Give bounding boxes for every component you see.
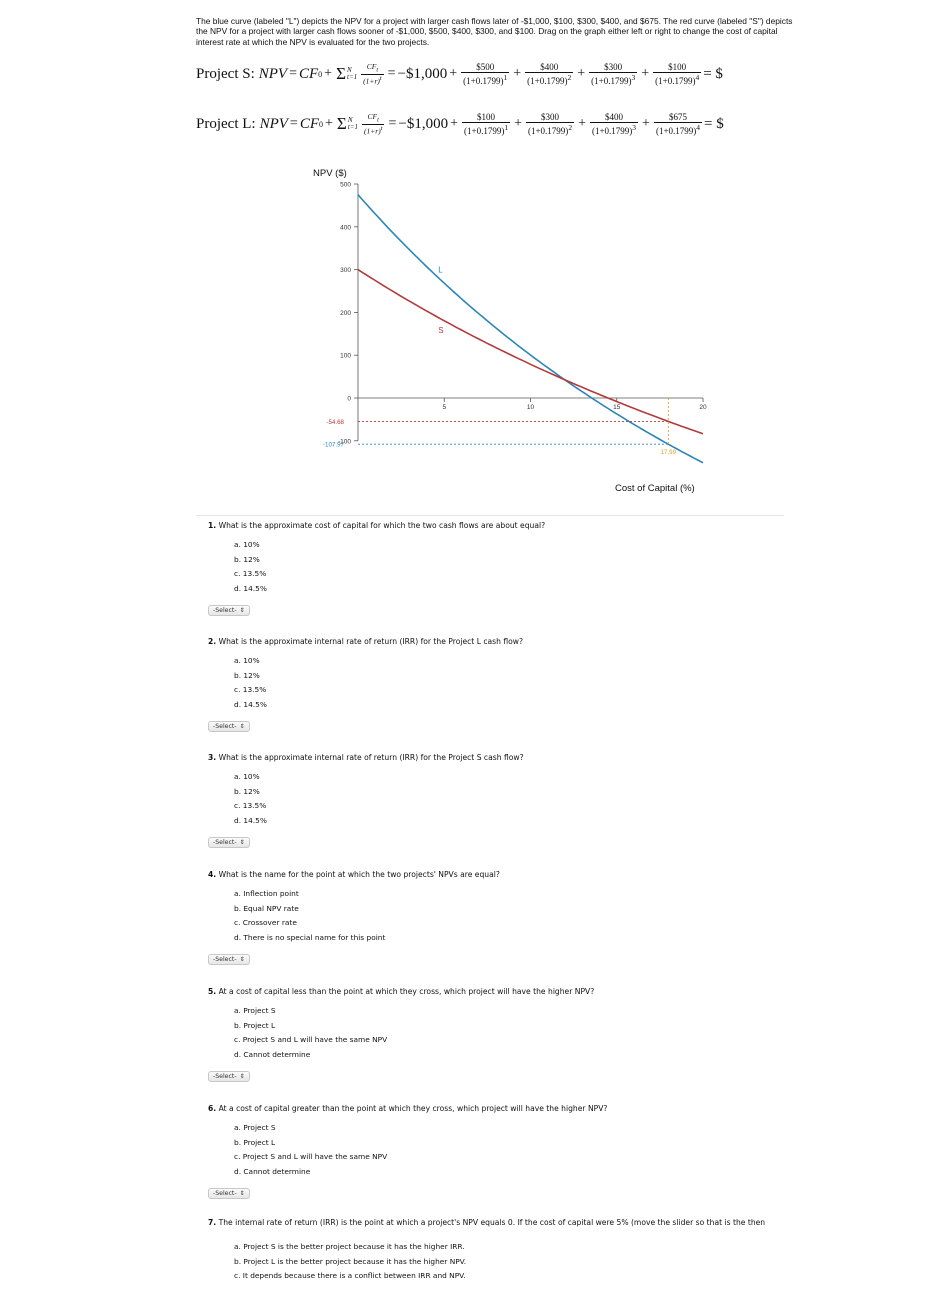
option-item: d. Cannot determine: [234, 1166, 311, 1176]
question-text: [208, 636, 808, 647]
option-item: d. 14.5%: [234, 583, 267, 593]
chevron-updown-icon: ⇕: [239, 956, 245, 964]
result-value: = $: [704, 115, 724, 132]
npv-s-value-label: -54.68: [326, 418, 344, 426]
cf0-symbol: CF: [299, 65, 319, 82]
option-item: c. It depends because there is a conflict between IRR and NPV.: [234, 1271, 466, 1281]
y-tick-label: 200: [340, 309, 351, 317]
option-item: d. 14.5%: [234, 815, 267, 825]
question-text: [208, 986, 808, 997]
option-item: b. Project L: [234, 1137, 276, 1147]
question-number: 1.: [208, 521, 217, 530]
option-item: d. 14.5%: [234, 699, 267, 709]
term-fraction: $\frac{\$400}{(1+0.1799)^2}$: [527, 62, 572, 86]
option-item: c. 13.5%: [234, 569, 267, 579]
x-axis-label: Cost of Capital (%): [615, 483, 695, 494]
options-list: [234, 654, 808, 712]
answer-select[interactable]: [208, 954, 250, 965]
options-list: [234, 770, 808, 828]
question-number: 4.: [208, 870, 217, 879]
term-fraction: $\frac{\$500}{(1+0.1799)^1}$: [463, 62, 508, 86]
generic-fraction: $\frac{CF_t}{(1+r)^t}$: [363, 61, 382, 86]
option-item: b. Equal NPV rate: [234, 903, 299, 913]
question-body: What is the approximate internal rate of return (IRR) for the Project S cash flow?: [216, 753, 524, 762]
term-fraction: $\frac{\$300}{(1+0.1799)^3}$: [591, 62, 636, 86]
option-item: c. 13.5%: [234, 685, 267, 695]
generic-fraction: $\frac{CF_t}{(1+r)^t}$: [363, 111, 383, 136]
chevron-updown-icon: ⇕: [239, 1190, 245, 1198]
question-body: What is the approximate internal rate of return (IRR) for the Project L cash flow?: [216, 637, 524, 646]
question-body: At a cost of capital greater than the point at which they cross, which project will have the higher NPV?: [216, 1104, 608, 1113]
select-value: -Select-: [213, 723, 237, 731]
option-item: c. Crossover rate: [234, 918, 297, 928]
rate-marker[interactable]: [323, 395, 677, 457]
x-tick-label: 10: [526, 404, 535, 411]
option-item: a. 10%: [234, 656, 260, 665]
summation: Σ N t=1: [336, 64, 358, 83]
chevron-updown-icon: ⇕: [239, 723, 245, 731]
rate-value-label: 17.99: [660, 449, 677, 457]
chevron-updown-icon: ⇕: [239, 839, 245, 847]
question-2: [208, 636, 808, 732]
option-item: a. Project S: [234, 1123, 276, 1132]
options-list: [234, 1004, 808, 1062]
term-fraction: $\frac{\$100}{(1+0.1799)^4}$: [655, 62, 700, 86]
option-item: a. 10%: [234, 540, 260, 549]
question-number: 6.: [208, 1104, 217, 1113]
option-item: b. 12%: [234, 786, 260, 796]
answer-select[interactable]: [208, 1188, 250, 1199]
question-body: What is the approximate cost of capital for which the two cash flows are about equal?: [216, 521, 546, 530]
select-value: -Select-: [213, 607, 237, 615]
cf0-value: −$1,000: [397, 65, 448, 82]
summation: Σ N t=1: [336, 114, 358, 133]
question-6: [208, 1103, 808, 1199]
npv-chart[interactable]: [300, 160, 730, 500]
question-text: [208, 869, 808, 880]
answer-select[interactable]: [208, 721, 250, 732]
y-tick-label: 300: [340, 267, 351, 275]
option-item: b. Project L: [234, 1020, 276, 1030]
npv-l-value-label: -107.97: [323, 441, 344, 449]
answer-select[interactable]: [208, 837, 250, 848]
question-text: [208, 520, 808, 531]
question-4: [208, 869, 808, 965]
x-tick-label: 20: [699, 404, 707, 411]
y-tick-label: 0: [347, 395, 351, 403]
option-item: c. Project S and L will have the same NPV: [234, 1152, 388, 1162]
intro-text: The blue curve (labeled "L") depicts the NPV for a project with larger cash flows later of -$1,000, $100, $300, $400, and $675. The red curve (labeled "S") depicts the NPV for a project with larger cash flows sooner of -$1,000, $500, $400, $300, and $100. Drag on the graph either left or right to change the cost of capital interest rate at which the NPV is evaluated for the two projects.: [196, 16, 793, 47]
select-value: -Select-: [213, 956, 237, 964]
question-body: What is the name for the point at which the two projects' NPVs are equal?: [216, 870, 500, 879]
question-number: 2.: [208, 637, 217, 646]
chevron-updown-icon: ⇕: [239, 1073, 245, 1081]
question-number: 7.: [208, 1218, 217, 1227]
project-s-label: Project S:: [196, 65, 255, 82]
term-fraction: $\frac{\$400}{(1+0.1799)^3}$: [591, 112, 637, 136]
answer-select[interactable]: [208, 605, 250, 616]
y-tick-label: 400: [340, 224, 351, 232]
project-s-equation: Project S: NPV = CF 0 + Σ N t=1 $\frac{CF_t}{(1+r)^t}$ = −$1,000 + $\frac{\$500}{(1+0.1799)^1}$ + $\frac{\$400}{(1+0.1799)^2}$ + $\frac{\$300}{(1+0.1799)^3}$ + $\frac{\$100}{(1+0.1799)^4}$ = $: [196, 61, 723, 86]
question-text: [208, 1103, 808, 1114]
option-item: b. 12%: [234, 554, 260, 564]
npv-symbol: NPV: [258, 65, 288, 82]
select-value: -Select-: [213, 839, 237, 847]
chevron-updown-icon: ⇕: [239, 607, 245, 615]
option-item: c. Project S and L will have the same NPV: [234, 1035, 388, 1045]
option-item: b. 12%: [234, 670, 260, 680]
select-value: -Select-: [213, 1073, 237, 1081]
answer-select[interactable]: [208, 1071, 250, 1082]
cf0-value: −$1,000: [398, 115, 449, 132]
options-list: [234, 1121, 808, 1179]
question-body: At a cost of capital less than the point at which they cross, which project will have the higher NPV?: [216, 987, 595, 996]
cf0-symbol: CF: [299, 115, 319, 132]
series-label-s: S: [438, 325, 444, 335]
result-value: = $: [703, 65, 723, 82]
term-fraction: $\frac{\$100}{(1+0.1799)^1}$: [464, 112, 509, 136]
x-tick-label: 5: [442, 404, 447, 411]
option-item: c. 13.5%: [234, 801, 267, 811]
option-item: a. 10%: [234, 772, 260, 781]
y-tick-label: 100: [340, 352, 351, 360]
option-item: a. Project S: [234, 1006, 276, 1015]
project-l-label: Project L:: [196, 115, 256, 132]
option-item: d. Cannot determine: [234, 1049, 311, 1059]
y-tick-label: 500: [340, 181, 351, 189]
divider: [196, 515, 784, 516]
term-fraction: $\frac{\$300}{(1+0.1799)^2}$: [527, 112, 573, 136]
series-label-l: L: [438, 265, 443, 275]
y-tick-label: -100: [337, 438, 351, 446]
question-body: The internal rate of return (IRR) is the point at which a project's NPV equals 0. If the cost of capital were 5% (move the slider so that is the then: [216, 1218, 766, 1227]
chart-series: [358, 195, 703, 463]
npv-symbol: NPV: [259, 115, 288, 132]
term-fraction: $\frac{\$675}{(1+0.1799)^4}$: [655, 112, 701, 136]
question-text: [208, 752, 808, 763]
options-list: [234, 887, 808, 945]
question-text: [208, 1217, 788, 1228]
question-5: [208, 986, 808, 1082]
question-7: [208, 1217, 808, 1284]
chart-axes: [338, 182, 707, 446]
option-item: a. Inflection point: [234, 889, 299, 898]
project-l-equation: Project L: NPV = CF 0 + Σ N t=1 $\frac{CF_t}{(1+r)^t}$ = −$1,000 + $\frac{\$100}{(1+0.1799)^1}$ + $\frac{\$300}{(1+0.1799)^2}$ + $\frac{\$400}{(1+0.1799)^3}$ + $\frac{\$675}{(1+0.1799)^4}$ = $: [196, 111, 724, 136]
x-tick-label: 15: [613, 404, 621, 411]
select-value: -Select-: [213, 1190, 237, 1198]
options-list: [234, 538, 808, 596]
y-axis-label: NPV ($): [313, 168, 347, 179]
series-line-l: [358, 195, 703, 463]
question-number: 5.: [208, 987, 217, 996]
question-number: 3.: [208, 753, 217, 762]
option-item: a. Project S is the better project because it has the higher IRR.: [234, 1242, 465, 1251]
option-item: d. There is no special name for this point: [234, 932, 386, 942]
option-item: b. Project L is the better project because it has the higher NPV.: [234, 1256, 467, 1266]
question-1: [208, 520, 808, 616]
options-list: [234, 1240, 808, 1284]
question-3: [208, 752, 808, 848]
